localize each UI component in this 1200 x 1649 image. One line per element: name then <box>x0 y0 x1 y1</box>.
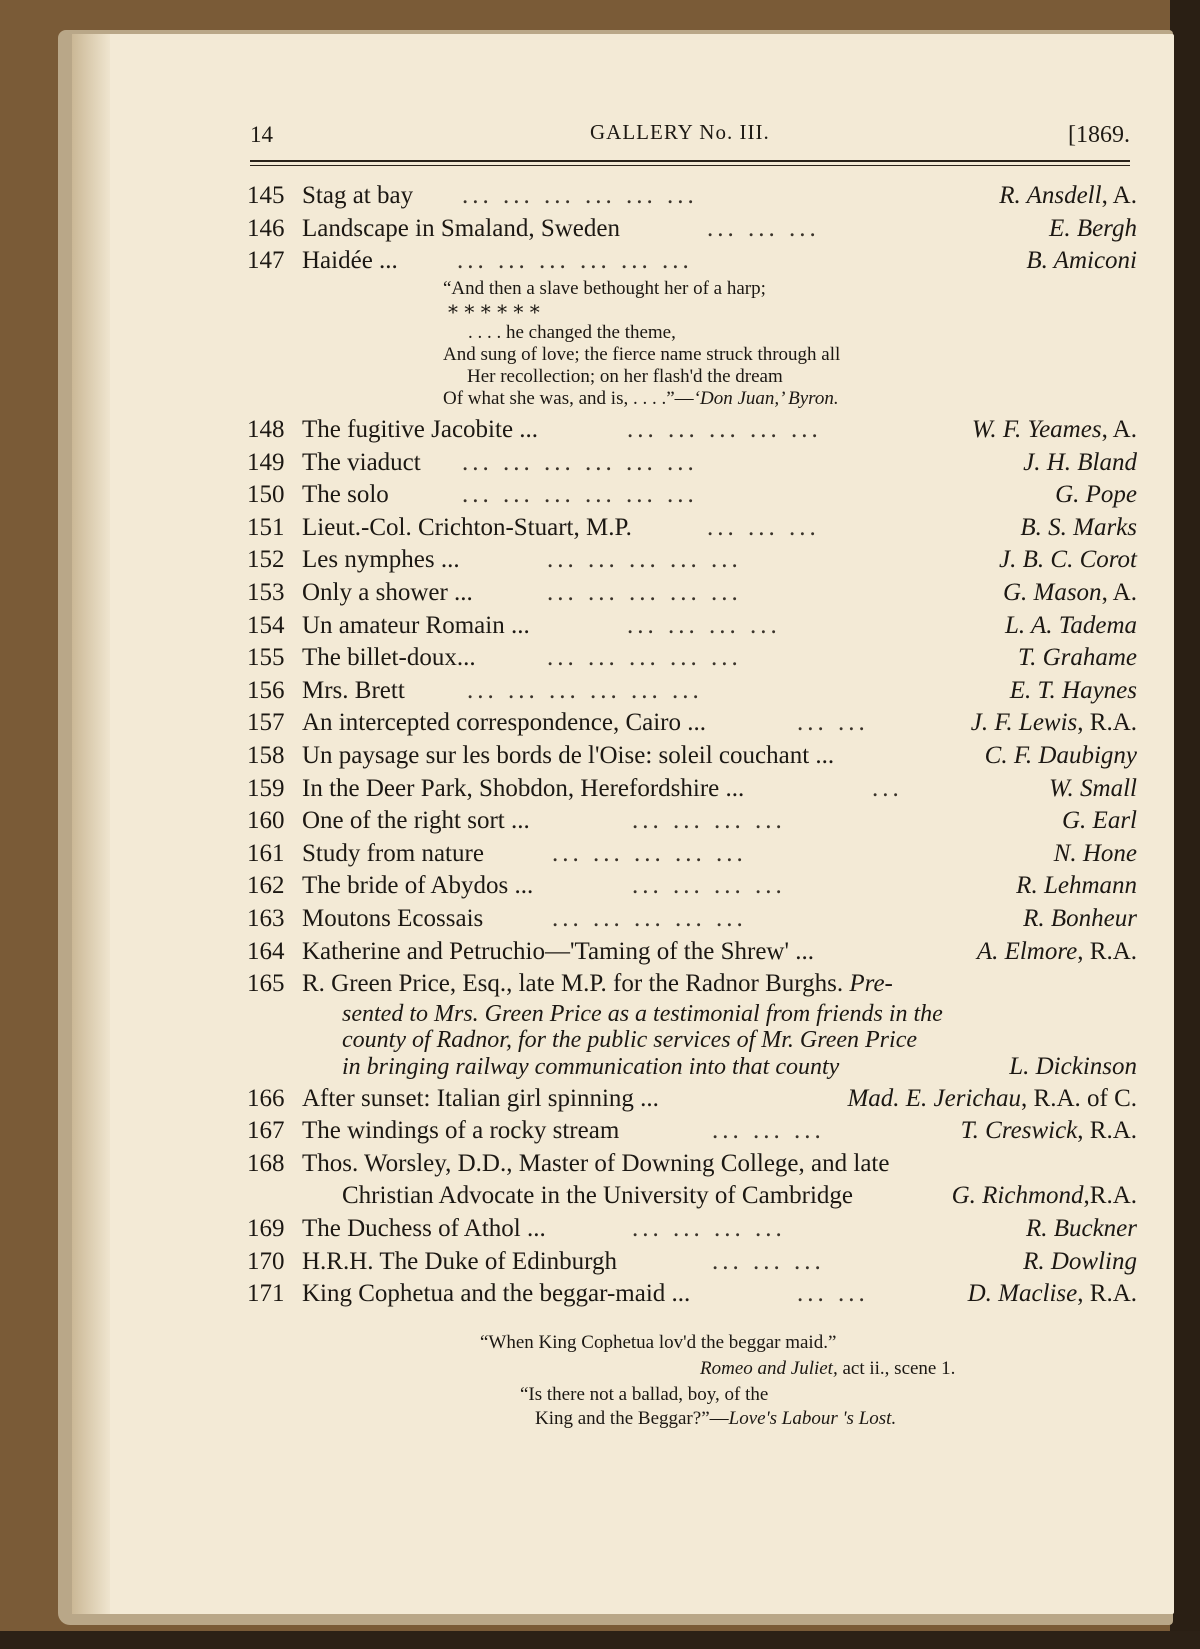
entry-title: Lieut.-Col. Crichton-Stuart, M.P. <box>302 513 632 541</box>
entry-artist <box>961 1115 1137 1147</box>
artist-name: W. Small <box>1049 774 1137 802</box>
entry-title: The billet-doux... <box>302 644 476 672</box>
entry-number: 158 <box>247 741 285 769</box>
entry-artist <box>971 707 1137 739</box>
entry-title-cont: Christian Advocate in the University of Cambridge <box>342 1182 854 1210</box>
entry-artist <box>1054 838 1137 870</box>
entry-title: The viaduct <box>302 448 421 476</box>
entry-artist <box>985 740 1137 772</box>
entry-artist <box>1020 512 1137 544</box>
entry-title: The solo <box>302 481 389 509</box>
entry-title: Un paysage sur les bords de l'Oise: soleil couchant ... <box>302 741 835 769</box>
artist-name: T. Grahame <box>1018 644 1137 672</box>
artist-name: J. H. Bland <box>1023 448 1137 476</box>
artist-name: N. Hone <box>1053 839 1137 867</box>
entry-title: One of the right sort ... <box>302 807 530 835</box>
entry-note: Pre- <box>849 970 893 998</box>
entry-number: 159 <box>247 774 285 802</box>
dot-leader: ... ... ... ... <box>632 872 786 900</box>
entry-title <box>302 968 893 1000</box>
quote-text: King and the Beggar?”— <box>535 1408 729 1429</box>
artist-name: D. Maclise <box>967 1280 1078 1308</box>
entry-number: 160 <box>247 807 285 835</box>
artist-name: G. Richmond <box>951 1182 1084 1210</box>
page-gutter <box>72 34 110 1614</box>
entry-row <box>247 838 1137 871</box>
entry-artist <box>1049 773 1137 805</box>
artist-name: R. Bonheur <box>1023 904 1137 932</box>
entry-row <box>247 903 1137 936</box>
cover-bottom <box>0 1631 1200 1649</box>
artist-name: L. A. Tadema <box>1005 611 1137 639</box>
artist-suffix: , R.A. <box>1077 1280 1137 1308</box>
entry-row-cont <box>247 1180 1137 1213</box>
entry-artist <box>1005 610 1137 642</box>
entry-title: Stag at bay <box>302 182 414 209</box>
dot-leader: ... ... ... ... <box>632 1215 786 1243</box>
entry-row <box>247 936 1137 969</box>
entry-artist <box>847 1083 1137 1115</box>
artist-name: E. T. Haynes <box>1009 676 1137 704</box>
entry-row <box>247 577 1137 610</box>
entry-number: 167 <box>247 1117 285 1145</box>
artist-name: R. Buckner <box>1025 1215 1137 1243</box>
entry-artist <box>968 1278 1137 1310</box>
entry-title: Study from nature <box>302 839 484 867</box>
quote-line <box>535 1408 896 1429</box>
dot-leader: ... ... ... <box>712 1117 825 1145</box>
artist-name: E. Bergh <box>1049 214 1137 242</box>
artist-suffix: , A. <box>1101 416 1137 443</box>
entry-row <box>247 642 1137 675</box>
artist-name: R. Lehmann <box>1016 872 1137 900</box>
artist-name: Mad. E. Jerichau <box>847 1084 1022 1112</box>
entry-title: Haidée ... <box>302 247 398 275</box>
entry-row <box>247 1213 1137 1246</box>
entry-artist <box>999 180 1137 212</box>
dot-leader: ... ... ... <box>707 513 820 541</box>
catalogue-entries-b <box>247 414 1137 1311</box>
entry-title: An intercepted correspondence, Cairo ... <box>302 709 707 737</box>
artist-name: G. Earl <box>1062 807 1137 835</box>
artist-suffix: , A. <box>1101 182 1137 209</box>
entry-title: Thos. Worsley, D.D., Master of Downing College, and late <box>302 1149 890 1177</box>
entry-title: Les nymphes ... <box>302 546 460 574</box>
entry-title: The bride of Abydos ... <box>302 872 534 900</box>
entry-number: 170 <box>247 1247 285 1275</box>
entry-row <box>247 1246 1137 1279</box>
entry-title: Only a shower ... <box>302 578 473 606</box>
entry-number: 164 <box>247 937 285 965</box>
dot-leader: ... ... ... <box>707 214 820 242</box>
entry-artist <box>1026 245 1137 277</box>
entry-title-text: R. Green Price, Esq., late M.P. for the Radnor Burghs. <box>302 970 844 998</box>
entry-row <box>247 447 1137 480</box>
dot-leader: ... ... ... <box>712 1247 825 1275</box>
artist-suffix: , R.A. <box>1077 1117 1137 1145</box>
quote-text: act ii., scene 1. <box>837 1358 956 1379</box>
entry-row <box>247 180 1137 213</box>
entry-number: 145 <box>247 182 285 209</box>
quote-source: Love's Labour 's Lost. <box>728 1408 897 1429</box>
entry-row <box>247 610 1137 643</box>
quote-line <box>700 1358 955 1379</box>
dot-leader: ... ... ... ... ... ... <box>462 182 698 209</box>
entry-row <box>247 968 1137 1001</box>
entry-note-row <box>247 1053 1137 1083</box>
quote-line: “And then a slave bethought her of a harp; <box>443 278 766 299</box>
entry-artist <box>1009 1053 1137 1081</box>
entry-number: 150 <box>247 481 285 509</box>
entry-title: The fugitive Jacobite ... <box>302 416 539 443</box>
entry-number: 155 <box>247 644 285 672</box>
quote-line <box>443 388 839 409</box>
dot-leader: ... ... ... ... <box>632 807 786 835</box>
dot-leader: ... ... ... ... ... <box>627 416 822 443</box>
entry-number: 166 <box>247 1084 285 1112</box>
entry-number: 152 <box>247 546 285 574</box>
dot-leader: ... ... <box>797 709 869 737</box>
entry-note-row <box>247 1027 1137 1053</box>
entry-artist <box>1023 1246 1137 1278</box>
artist-name: A. Elmore <box>976 937 1078 965</box>
entry-row <box>247 213 1137 246</box>
entry-number: 161 <box>247 839 285 867</box>
entry-artist <box>1010 675 1137 707</box>
artist-name: J. F. Lewis <box>970 709 1078 737</box>
entry-title: In the Deer Park, Shobdon, Herefordshire ... <box>302 774 745 802</box>
entry-artist <box>952 1180 1137 1212</box>
quote-line: Her recollection; on her flash'd the dream <box>467 366 783 387</box>
entry-number: 147 <box>247 247 285 275</box>
entry-number: 162 <box>247 872 285 900</box>
entry-artist <box>1023 903 1137 935</box>
dot-leader: ... ... ... ... ... <box>552 904 747 932</box>
entry-note-row <box>247 1001 1137 1027</box>
artist-name: G. Pope <box>1055 481 1137 509</box>
entry-row <box>247 740 1137 773</box>
entry-row <box>247 773 1137 806</box>
entry-title: Un amateur Romain ... <box>302 611 530 639</box>
quote-line: “Is there not a ballad, boy, of the <box>520 1384 769 1405</box>
entry-title: King Cophetua and the beggar-maid ... <box>302 1280 691 1308</box>
entry-title: H.R.H. The Duke of Edinburgh <box>302 1247 618 1275</box>
entry-artist <box>1055 479 1137 511</box>
entry-number: 165 <box>247 970 285 998</box>
entry-row <box>247 870 1137 903</box>
header-rule <box>250 160 1130 162</box>
entry-number: 163 <box>247 904 285 932</box>
entry-title: Landscape in Smaland, Sweden <box>302 214 620 242</box>
artist-name: R. Dowling <box>1023 1247 1137 1275</box>
entry-number: 151 <box>247 513 285 541</box>
artist-name: G. Mason <box>1002 578 1102 606</box>
dot-leader: ... ... ... ... ... ... <box>462 448 698 476</box>
dot-leader: ... <box>872 774 903 802</box>
artist-name: J. B. C. Corot <box>999 546 1137 574</box>
entry-row <box>247 1148 1137 1181</box>
entry-number: 154 <box>247 611 285 639</box>
entry-artist <box>1023 447 1137 479</box>
quote-text: Of what she was, and is, . . . .”— <box>443 388 694 409</box>
entry-row <box>247 1083 1137 1116</box>
entry-note: in bringing railway communication into that county <box>342 1053 840 1080</box>
entry-artist <box>972 414 1137 446</box>
entry-row <box>247 544 1137 577</box>
entry-title: Moutons Ecossais <box>302 904 484 932</box>
dot-leader: ... ... ... ... ... <box>552 839 747 867</box>
dot-leader: ... ... ... ... <box>627 611 781 639</box>
entry-number: 156 <box>247 676 285 704</box>
entry-row <box>247 675 1137 708</box>
entry-row <box>247 805 1137 838</box>
entry-title: Katherine and Petruchio—'Taming of the Shrew' ... <box>302 937 814 965</box>
artist-name: B. S. Marks <box>1020 513 1137 541</box>
entry-title: After sunset: Italian girl spinning ... <box>302 1084 659 1112</box>
page-year: [1869. <box>1068 122 1130 148</box>
entry-artist <box>1016 870 1137 902</box>
entry-artist <box>1026 1213 1137 1245</box>
entry-title: Mrs. Brett <box>302 676 405 704</box>
entry-row <box>247 512 1137 545</box>
quote-line: . . . . he changed the theme, <box>468 322 676 343</box>
entry-title: The Duchess of Athol ... <box>302 1215 546 1243</box>
entry-row <box>247 414 1137 447</box>
entry-row <box>247 707 1137 740</box>
artist-suffix: , R.A. <box>1077 709 1137 737</box>
entry-artist <box>1018 642 1137 674</box>
page-number: 14 <box>250 122 273 147</box>
quote-stars: * * * * * * <box>448 300 540 324</box>
dot-leader: ... ... ... ... ... ... <box>467 676 703 704</box>
artist-suffix: , R.A. of C. <box>1021 1084 1137 1112</box>
dot-leader: ... ... ... ... ... ... <box>462 481 698 509</box>
dot-leader: ... ... <box>797 1280 869 1308</box>
artist-suffix: ,R.A. <box>1083 1182 1137 1210</box>
entry-artist <box>1003 577 1137 609</box>
entry-number: 148 <box>247 416 285 443</box>
artist-name: W. F. Yeames <box>971 416 1102 443</box>
entry-artist <box>999 544 1137 576</box>
artist-name: B. Amiconi <box>1026 247 1137 275</box>
quote-line: “When King Cophetua lov'd the beggar maid.” <box>480 1332 837 1353</box>
dot-leader: ... ... ... ... ... <box>547 644 742 672</box>
dot-leader: ... ... ... ... ... <box>547 546 742 574</box>
dot-leader: ... ... ... ... ... ... <box>457 247 693 275</box>
entry-number: 149 <box>247 448 285 476</box>
entry-row <box>247 1115 1137 1148</box>
page-title: GALLERY No. III. <box>590 120 770 144</box>
entry-number: 157 <box>247 709 285 737</box>
entry-number: 168 <box>247 1149 285 1177</box>
quote-source: ‘Don Juan,’ Byron. <box>693 388 839 409</box>
header-rule-thin <box>250 165 1130 166</box>
entry-number: 169 <box>247 1215 285 1243</box>
artist-name: L. Dickinson <box>1009 1052 1137 1080</box>
entry-row <box>247 1278 1137 1311</box>
dot-leader: ... ... ... ... ... <box>547 578 742 606</box>
artist-suffix: , R.A. <box>1077 937 1137 965</box>
artist-name: C. F. Daubigny <box>984 741 1137 769</box>
artist-name: T. Creswick <box>960 1117 1078 1145</box>
quote-source: Romeo and Juliet, <box>700 1358 838 1379</box>
entry-row <box>247 245 1137 278</box>
entry-note: sented to Mrs. Green Price as a testimonial from friends in the <box>342 1000 943 1027</box>
entry-artist <box>1062 805 1137 837</box>
entry-artist <box>1049 213 1137 245</box>
page-header <box>250 118 1130 158</box>
entry-number: 146 <box>247 214 285 242</box>
entry-title: The windings of a rocky stream <box>302 1117 620 1145</box>
quote-line: And sung of love; the fierce name struck through all <box>443 344 841 365</box>
cover-edge <box>1170 0 1200 1649</box>
entry-number: 153 <box>247 578 285 606</box>
artist-suffix: , A. <box>1101 578 1137 606</box>
entry-note: county of Radnor, for the public services of Mr. Green Price <box>342 1026 917 1053</box>
catalogue-entries <box>247 180 1137 278</box>
entry-artist <box>977 936 1137 968</box>
artist-name: R. Ansdell <box>999 182 1102 209</box>
entry-row <box>247 479 1137 512</box>
entry-number: 171 <box>247 1280 285 1308</box>
